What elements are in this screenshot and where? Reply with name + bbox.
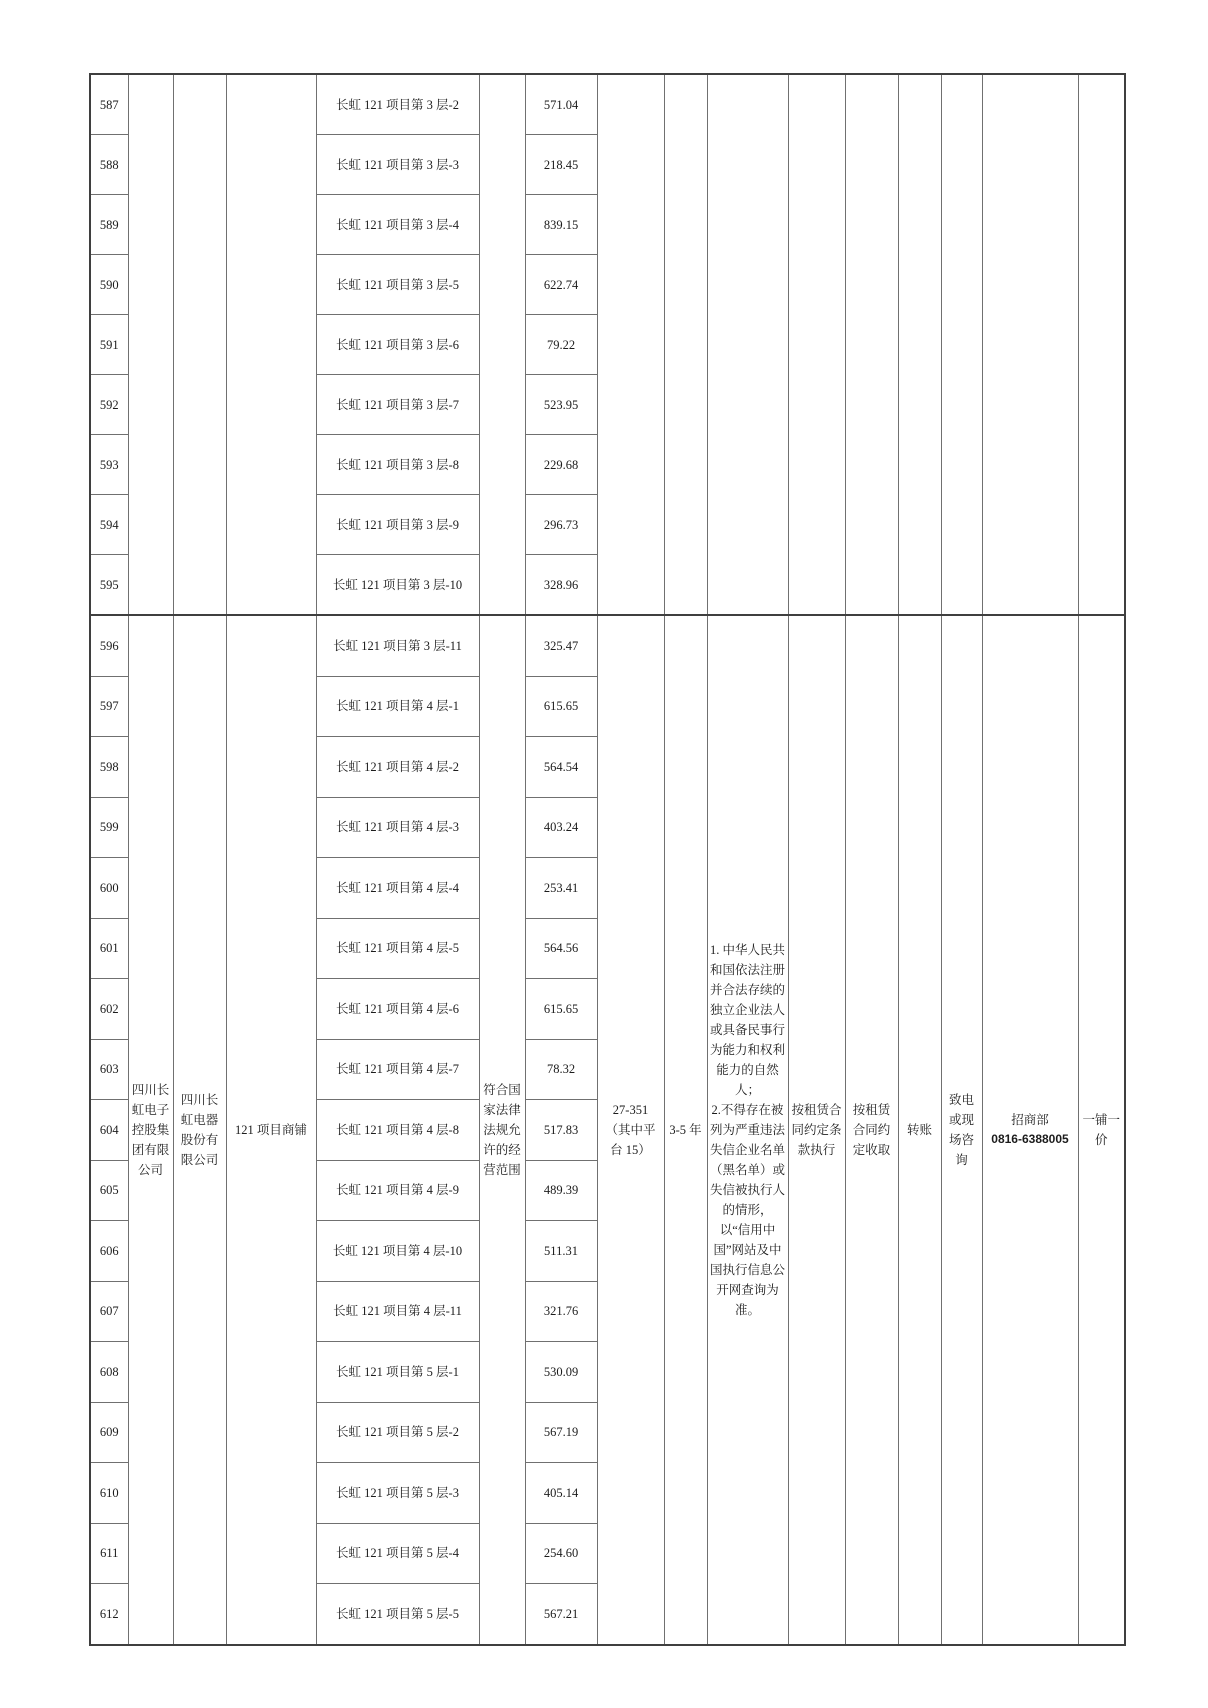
area-value-cell: 321.76 [525,1281,597,1342]
pricing-note-cell: 一铺一价 [1078,615,1125,1645]
unit-name-cell: 长虹 121 项目第 3 层-4 [316,195,479,255]
area-value-cell: 564.54 [525,737,597,798]
rent-standard-cell [597,74,664,615]
row-number-cell: 598 [90,737,128,798]
rent-range: 27-351 [612,1102,649,1117]
row-number-cell: 593 [90,435,128,495]
unit-name-cell: 长虹 121 项目第 4 层-9 [316,1160,479,1221]
consultation-method-cell: 致电或现场咨询 [941,615,982,1645]
payment-method-cell: 转账 [898,615,941,1645]
area-value-cell: 489.39 [525,1160,597,1221]
qualification-item-1: 1. 中华人民共和国依法注册并合法存续的独立企业法人或具备民事行为能力和权利能力的自然人； [709,942,785,1097]
unit-name-cell: 长虹 121 项目第 5 层-1 [316,1342,479,1403]
unit-name-cell: 长虹 121 项目第 4 层-6 [316,979,479,1040]
row-number-cell: 591 [90,315,128,375]
row-number-cell: 589 [90,195,128,255]
row-number-cell: 609 [90,1402,128,1463]
lessor-group-cell: 四川长虹电子控股集团有限公司 [128,615,173,1645]
unit-name-cell: 长虹 121 项目第 5 层-3 [316,1463,479,1524]
area-value-cell: 253.41 [525,858,597,919]
contact-info-cell [982,615,1078,1645]
fee-collection-cell [845,74,898,615]
area-value-cell: 328.96 [525,555,597,616]
unit-name-cell: 长虹 121 项目第 3 层-2 [316,74,479,135]
unit-name-cell: 长虹 121 项目第 3 层-3 [316,135,479,195]
lessor-group-cell [128,74,173,615]
rent-standard-cell [597,615,664,1645]
qualification-item-2: 2.不得存在被列为严重违法失信企业名单（黑名单）或失信被执行人的情形，以“信用中国”网站及中国执行信息公开网查询为准。 [709,1102,785,1317]
unit-name-cell: 长虹 121 项目第 4 层-7 [316,1039,479,1100]
area-value-cell: 571.04 [525,74,597,135]
contact-info-cell [982,74,1078,615]
row-number-cell: 610 [90,1463,128,1524]
area-value-cell: 517.83 [525,1100,597,1161]
payment-method-cell [898,74,941,615]
pricing-note-cell [1078,74,1125,615]
area-value-cell: 296.73 [525,495,597,555]
unit-name-cell: 长虹 121 项目第 5 层-4 [316,1523,479,1584]
deposit-terms-cell: 按租赁合同约定条款执行 [788,615,845,1645]
row-number-cell: 596 [90,615,128,676]
row-number-cell: 602 [90,979,128,1040]
unit-name-cell: 长虹 121 项目第 3 层-9 [316,495,479,555]
row-number-cell: 595 [90,555,128,616]
unit-name-cell: 长虹 121 项目第 4 层-5 [316,918,479,979]
area-value-cell: 325.47 [525,615,597,676]
area-value-cell: 530.09 [525,1342,597,1403]
row-number-cell: 587 [90,74,128,135]
unit-name-cell: 长虹 121 项目第 5 层-5 [316,1584,479,1645]
table-row [90,615,1125,676]
row-number-cell: 594 [90,495,128,555]
table-row [90,74,1125,135]
area-value-cell: 615.65 [525,676,597,737]
unit-name-cell: 长虹 121 项目第 3 层-5 [316,255,479,315]
unit-name-cell: 长虹 121 项目第 4 层-1 [316,676,479,737]
lease-term-cell: 3-5 年 [664,615,707,1645]
unit-name-cell: 长虹 121 项目第 3 层-11 [316,615,479,676]
area-value-cell: 564.56 [525,918,597,979]
unit-name-cell: 长虹 121 项目第 3 层-8 [316,435,479,495]
row-number-cell: 608 [90,1342,128,1403]
row-number-cell: 603 [90,1039,128,1100]
area-value-cell: 405.14 [525,1463,597,1524]
fee-collection-cell: 按租赁合同约定收取 [845,615,898,1645]
area-value-cell: 622.74 [525,255,597,315]
tenant-qualification-cell [707,615,788,1645]
unit-name-cell: 长虹 121 项目第 4 层-3 [316,797,479,858]
lessor-company-cell [173,74,226,615]
row-number-cell: 604 [90,1100,128,1161]
row-number-cell: 590 [90,255,128,315]
unit-name-cell: 长虹 121 项目第 4 层-10 [316,1221,479,1282]
project-name-cell [226,74,316,615]
row-number-cell: 612 [90,1584,128,1645]
row-number-cell: 597 [90,676,128,737]
row-number-cell: 601 [90,918,128,979]
row-number-cell: 606 [90,1221,128,1282]
consultation-method-cell [941,74,982,615]
lessor-company-cell: 四川长虹电器股份有限公司 [173,615,226,1645]
row-number-cell: 611 [90,1523,128,1584]
deposit-terms-cell [788,74,845,615]
unit-name-cell: 长虹 121 项目第 4 层-2 [316,737,479,798]
unit-name-cell: 长虹 121 项目第 4 层-8 [316,1100,479,1161]
area-value-cell: 229.68 [525,435,597,495]
business-scope-cell: 符合国家法律法规允许的经营范围 [479,615,525,1645]
area-value-cell: 218.45 [525,135,597,195]
row-number-cell: 600 [90,858,128,919]
row-number-cell: 592 [90,375,128,435]
area-value-cell: 403.24 [525,797,597,858]
area-value-cell: 567.21 [525,1584,597,1645]
lease-term-cell [664,74,707,615]
area-value-cell: 523.95 [525,375,597,435]
contact-phone-number: 0816-6388005 [991,1132,1069,1147]
row-number-cell: 599 [90,797,128,858]
row-number-cell: 607 [90,1281,128,1342]
unit-name-cell: 长虹 121 项目第 3 层-6 [316,315,479,375]
unit-name-cell: 长虹 121 项目第 3 层-10 [316,555,479,616]
area-value-cell: 615.65 [525,979,597,1040]
rent-platform-note: （其中平台 15） [605,1122,656,1157]
area-value-cell: 839.15 [525,195,597,255]
area-value-cell: 254.60 [525,1523,597,1584]
tenant-qualification-cell [707,74,788,615]
row-number-cell: 588 [90,135,128,195]
rental-listing-table [89,73,1126,1646]
area-value-cell: 79.22 [525,315,597,375]
unit-name-cell: 长虹 121 项目第 4 层-4 [316,858,479,919]
project-name-cell: 121 项目商铺 [226,615,316,1645]
area-value-cell: 511.31 [525,1221,597,1282]
contact-department: 招商部 [1011,1113,1049,1128]
area-value-cell: 567.19 [525,1402,597,1463]
unit-name-cell: 长虹 121 项目第 5 层-2 [316,1402,479,1463]
unit-name-cell: 长虹 121 项目第 3 层-7 [316,375,479,435]
business-scope-cell [479,74,525,615]
area-value-cell: 78.32 [525,1039,597,1100]
row-number-cell: 605 [90,1160,128,1221]
unit-name-cell: 长虹 121 项目第 4 层-11 [316,1281,479,1342]
